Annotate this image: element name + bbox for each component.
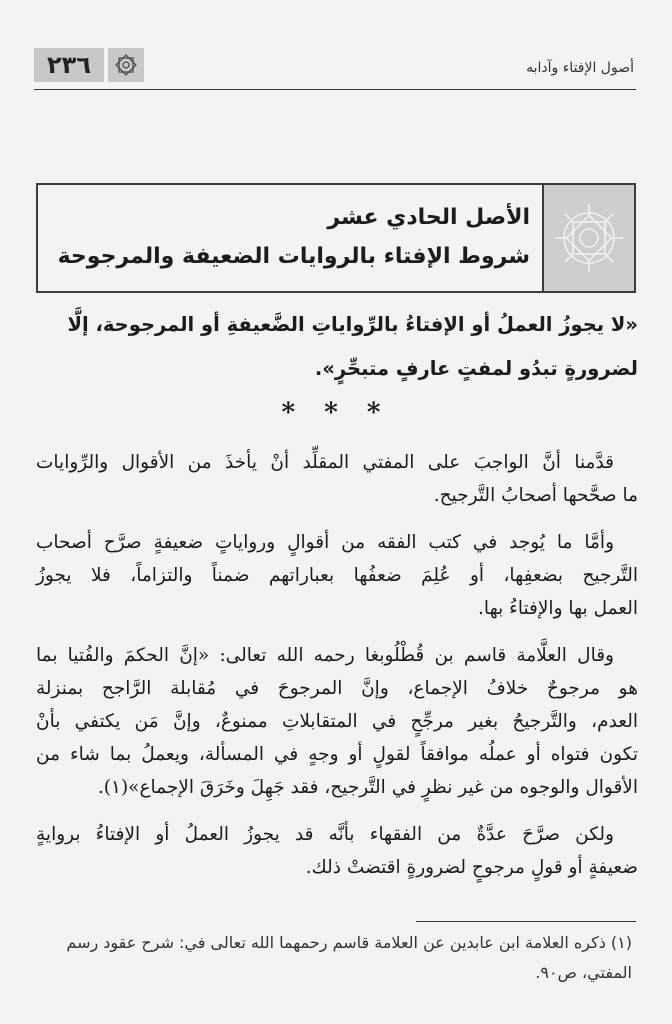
geometric-star-pattern-icon bbox=[542, 185, 634, 291]
text-line: وأمَّا ما يُوجد في كتب الفقه من أقوالٍ ورواياتٍ ضعيفةٍ صرَّح أصحاب bbox=[36, 532, 614, 553]
header-rule bbox=[34, 89, 636, 90]
body-text bbox=[36, 446, 638, 898]
principle-statement bbox=[36, 303, 638, 391]
text-line: ولكن صرَّحَ عدَّةٌ من الفقهاء بأنَّه قد يجوزُ العملُ أو الإفتاءُ بروايةٍ bbox=[36, 824, 614, 845]
text-line: الأقوال والوجوه من غير نظرٍ في التَّرجيح، فقد جَهِلَ وخَرَقَ الإجماع»(١). bbox=[97, 777, 638, 798]
footnote-line: المفتي، ص٩٠. bbox=[535, 963, 632, 982]
text-line: ضعيفةٍ أو قولٍ مرجوحٍ لضرورةٍ اقتضتْ ذلك. bbox=[305, 857, 638, 878]
paragraph bbox=[36, 818, 638, 884]
star-rosette-icon bbox=[108, 48, 144, 82]
text-line: العمل بها والإفتاءُ بها. bbox=[478, 598, 638, 619]
text-line: هو مرجوحٌ خلافُ الإجماع، وإنَّ المرجوحَ في مُقابلة الرَّاجح بمنزلة bbox=[36, 678, 638, 699]
principle-line: لضرورةٍ تبدُو لمفتٍ عارفٍ متبحِّرٍ». bbox=[314, 357, 638, 380]
text-line: العدم، والتَّرجيحُ بغير مرجِّحٍ في المتقابلاتِ ممنوعٌ، وإنَّ مَن يكتفي بأنْ bbox=[36, 711, 638, 732]
paragraph bbox=[36, 526, 638, 625]
page-number: ٢٣٦ bbox=[34, 48, 104, 82]
text-line: ما صحَّحها أصحابُ التَّرجيح. bbox=[433, 485, 638, 506]
heading-text bbox=[52, 201, 530, 275]
running-header bbox=[34, 44, 636, 90]
section-separator: * * * bbox=[281, 398, 391, 428]
text-line: تكون فتواه أو عملُه موافقاً لقولٍ أو وجهٍ في المسألة، ويعملُ بما شاء من bbox=[36, 744, 638, 765]
text-line: التَّرجيح بضعفِها، أو عُلِمَ ضعفُها بعباراتهم ضمناً والتزاماً، فلا يجوزُ bbox=[36, 565, 638, 586]
principle-number-title: الأصل الحادي عشر bbox=[327, 205, 530, 230]
principle-line: «لا يجوزُ العملُ أو الإفتاءُ بالرِّواياتِ الضَّعيفةِ أو المرجوحة، إلَّا bbox=[67, 313, 638, 336]
footnote-line: (١) ذكره العلامة ابن عابدين عن العلامة قاسم رحمهما الله تعالى في: شرح عقود رسم bbox=[66, 933, 632, 952]
footnote bbox=[40, 928, 632, 988]
running-title: أصول الإفتاء وآدابه bbox=[526, 60, 634, 76]
footnote-rule bbox=[416, 921, 636, 922]
paragraph bbox=[36, 446, 638, 512]
principle-title: شروط الإفتاء بالروايات الضعيفة والمرجوحة bbox=[57, 244, 530, 269]
text-line: قدَّمنا أنَّ الواجبَ على المفتي المقلِّد أنْ يأخذَ من الأقوال والرِّوايات bbox=[36, 452, 614, 473]
paragraph bbox=[36, 639, 638, 804]
text-line: وقال العلَّامة قاسم بن قُطْلُوبغا رحمه الله تعالى: «إنَّ الحكمَ والفُتيا بما bbox=[36, 645, 614, 666]
chapter-heading-box bbox=[36, 183, 636, 293]
